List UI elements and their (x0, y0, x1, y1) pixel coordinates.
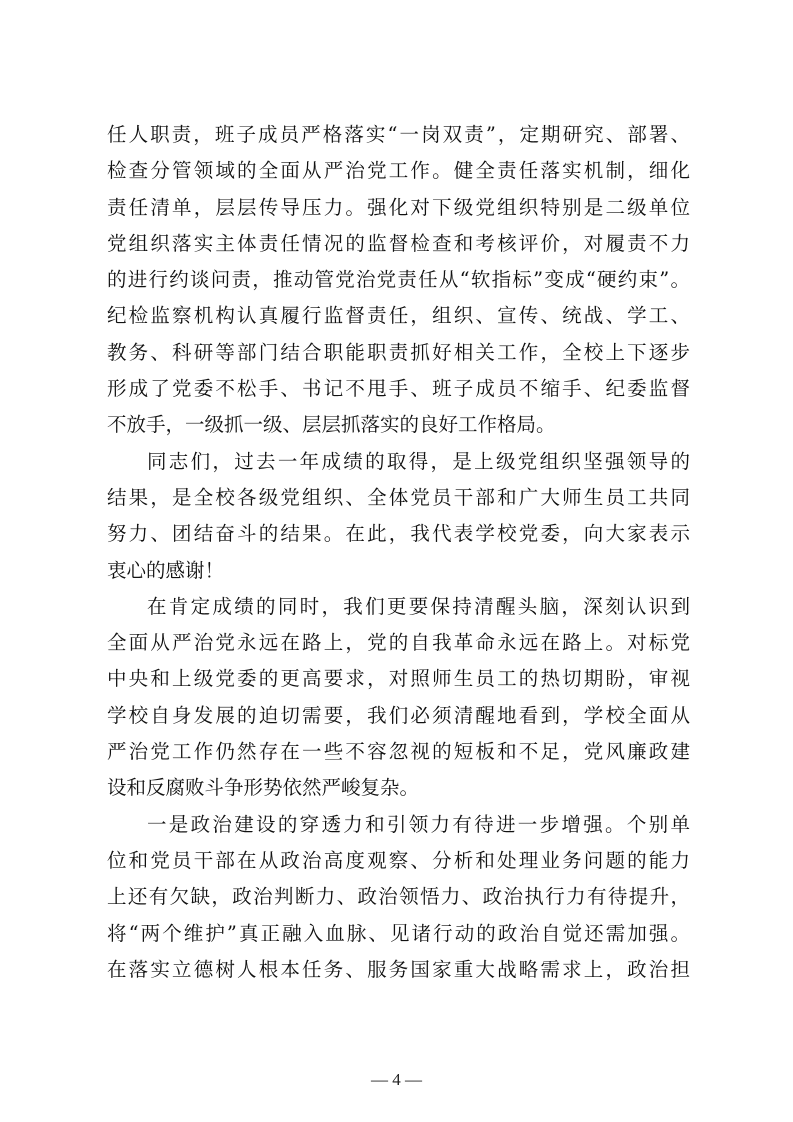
paragraph-start-line: 同志们，过去一年成绩的取得，是上级党组织坚强领导的 (147, 449, 690, 473)
text-line: 位和党员干部在从政治高度观察、分析和处理业务问题的能力 (107, 848, 690, 872)
text-line: 党组织落实主体责任情况的监督检查和考核评价，对履责不力 (107, 231, 690, 255)
text-line: 任人职责，班子成员严格落实“一岗双责”，定期研究、部署、 (107, 123, 690, 146)
text-line: 中央和上级党委的更高要求，对照师生员工的热切期盼，审视 (107, 667, 690, 691)
text-line: 设和反腐败斗争形势依然严峻复杂。 (107, 776, 420, 800)
text-line: 衷心的感谢！ (107, 558, 225, 582)
text-line: 努力、团结奋斗的结果。在此，我代表学校党委，向大家表示 (107, 522, 690, 546)
paragraph-start-line: 在肯定成绩的同时，我们更要保持清醒头脑，深刻认识到 (147, 594, 690, 618)
text-line: 严治党工作仍然存在一些不容忽视的短板和不足，党风廉政建 (107, 740, 690, 764)
text-line: 结果，是全校各级党组织、全体党员干部和广大师生员工共同 (107, 485, 690, 509)
text-line: 将“两个维护”真正融入血脉、见诸行动的政治自觉还需加强。 (107, 921, 690, 945)
text-line: 全面从严治党永远在路上，党的自我革命永远在路上。对标党 (107, 631, 690, 655)
text-line: 检查分管领域的全面从严治党工作。健全责任落实机制，细化 (107, 159, 690, 183)
text-line: 上还有欠缺，政治判断力、政治领悟力、政治执行力有待提升， (107, 885, 690, 909)
text-line: 纪检监察机构认真履行监督责任，组织、宣传、统战、学工、 (107, 304, 690, 328)
text-line: 责任清单，层层传导压力。强化对下级党组织特别是二级单位 (107, 195, 690, 219)
text-line: 在落实立德树人根本任务、服务国家重大战略需求上，政治担 (107, 957, 690, 981)
text-line: 学校自身发展的迫切需要，我们必须清醒地看到，学校全面从 (107, 703, 690, 727)
text-line: 的进行约谈问责，推动管党治党责任从“软指标”变成“硬约束”。 (107, 268, 690, 292)
text-line: 不放手，一级抓一级、层层抓落实的良好工作格局。 (107, 413, 556, 437)
paragraph-start-line: 一是政治建设的穿透力和引领力有待进一步增强。个别单 (147, 812, 690, 836)
text-line: 形成了党委不松手、书记不甩手、班子成员不缩手、纪委监督 (107, 377, 690, 401)
page-number: — 4 — (371, 1070, 422, 1089)
text-line: 教务、科研等部门结合职能职责抓好相关工作，全校上下逐步 (107, 340, 690, 364)
body-text (107, 117, 690, 988)
